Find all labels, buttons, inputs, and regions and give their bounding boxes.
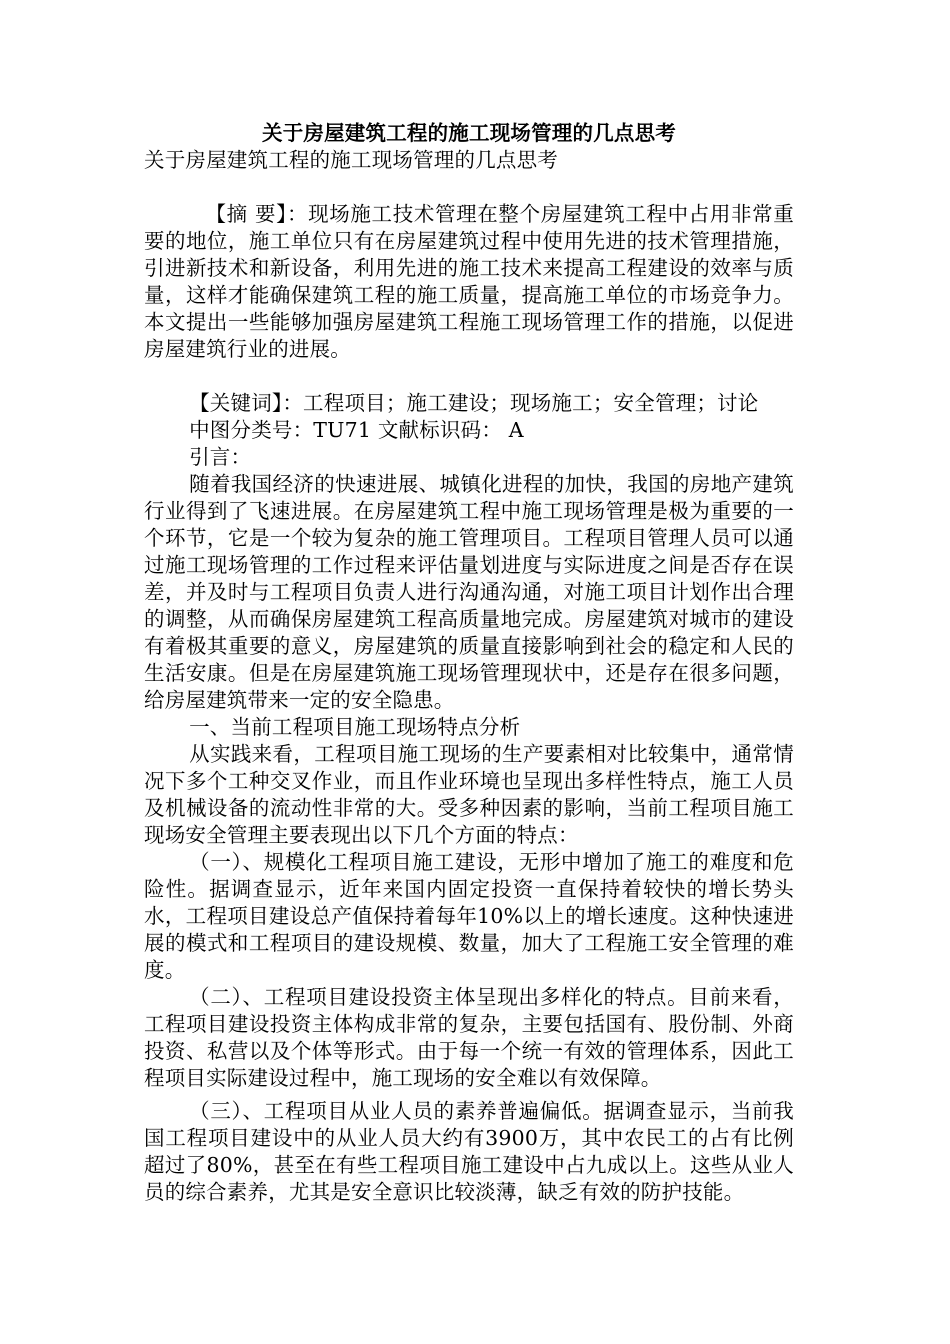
point-1-paragraph: （一）、规模化工程项目施工建设，无形中增加了施工的难度和危险性。据调查显示，近年来国内固定投资一直保持着较快的增长势头水，工程项目建设总产值保持着每年10%以上的增长速度。这种快速进展的模式和工程项目的建设规模、数量，加大了工程施工安全管理的难度。 bbox=[144, 850, 794, 982]
section-1-paragraph: 从实践来看，工程项目施工现场的生产要素相对比较集中，通常情况下多个工种交叉作业，而且作业环境也呈现出多样性特点，施工人员及机械设备的流动性非常的大。受多种因素的影响，当前工程项目施工现场安全管理主要表现出以下几个方面的特点： bbox=[144, 742, 794, 847]
intro-label: 引言： bbox=[189, 445, 252, 469]
document-title: 关于房屋建筑工程的施工现场管理的几点思考 bbox=[262, 121, 676, 145]
intro-paragraph: 随着我国经济的快速进展、城镇化进程的加快，我国的房地产建筑行业得到了飞速进展。在房屋建筑工程中施工现场管理是极为重要的一个环节，它是一个较为复杂的施工管理项目。工程项目管理人员可以通过施工现场管理的工作过程来评估量划进度与实际进度之间是否存在误差，并及时与工程项目负责人进行沟通沟通，对施工项目计划作出合理的调整，从而确保房屋建筑工程高质量地完成。房屋建筑对城市的建设有着极其重要的意义，房屋建筑的质量直接影响到社会的稳定和人民的生活安康。但是在房屋建筑施工现场管理现状中，还是存在很多问题，给房屋建筑带来一定的安全隐患。 bbox=[144, 472, 794, 712]
point-3-paragraph: （三）、工程项目从业人员的素养普遍偏低。据调查显示，当前我国工程项目建设中的从业人员大约有3900万，其中农民工的占有比例超过了80%，甚至在有些工程项目施工建设中占九成以上。这些从业人员的综合素养，尤其是安全意识比较淡薄，缺乏有效的防护技能。 bbox=[144, 1099, 794, 1204]
keywords-paragraph: 【关键词】：工程项目；施工建设；现场施工；安全管理；讨论 bbox=[189, 391, 759, 415]
classification-line: 中图分类号：TU71 文献标识码： A bbox=[189, 418, 524, 442]
document-body bbox=[144, 120, 794, 1206]
document-subtitle: 关于房屋建筑工程的施工现场管理的几点思考 bbox=[144, 148, 558, 172]
section-heading-1: 一、当前工程项目施工现场特点分析 bbox=[189, 715, 521, 739]
point-2-paragraph: （二）、工程项目建设投资主体呈现出多样化的特点。目前来看，工程项目建设投资主体构成非常的复杂，主要包括国有、股份制、外商投资、私营以及个体等形式。由于每一个统一有效的管理体系，因此工程项目实际建设过程中，施工现场的安全难以有效保障。 bbox=[144, 985, 794, 1090]
abstract-paragraph: 【摘 要】：现场施工技术管理在整个房屋建筑工程中占用非常重要的地位，施工单位只有在房屋建筑过程中使用先进的技术管理措施，引进新技术和新设备，利用先进的施工技术来提高工程建设的效率与质量，这样才能确保建筑工程的施工质量，提高施工单位的市场竞争力。本文提出一些能够加强房屋建筑工程施工现场管理工作的措施，以促进房屋建筑行业的进展。 bbox=[144, 202, 794, 361]
